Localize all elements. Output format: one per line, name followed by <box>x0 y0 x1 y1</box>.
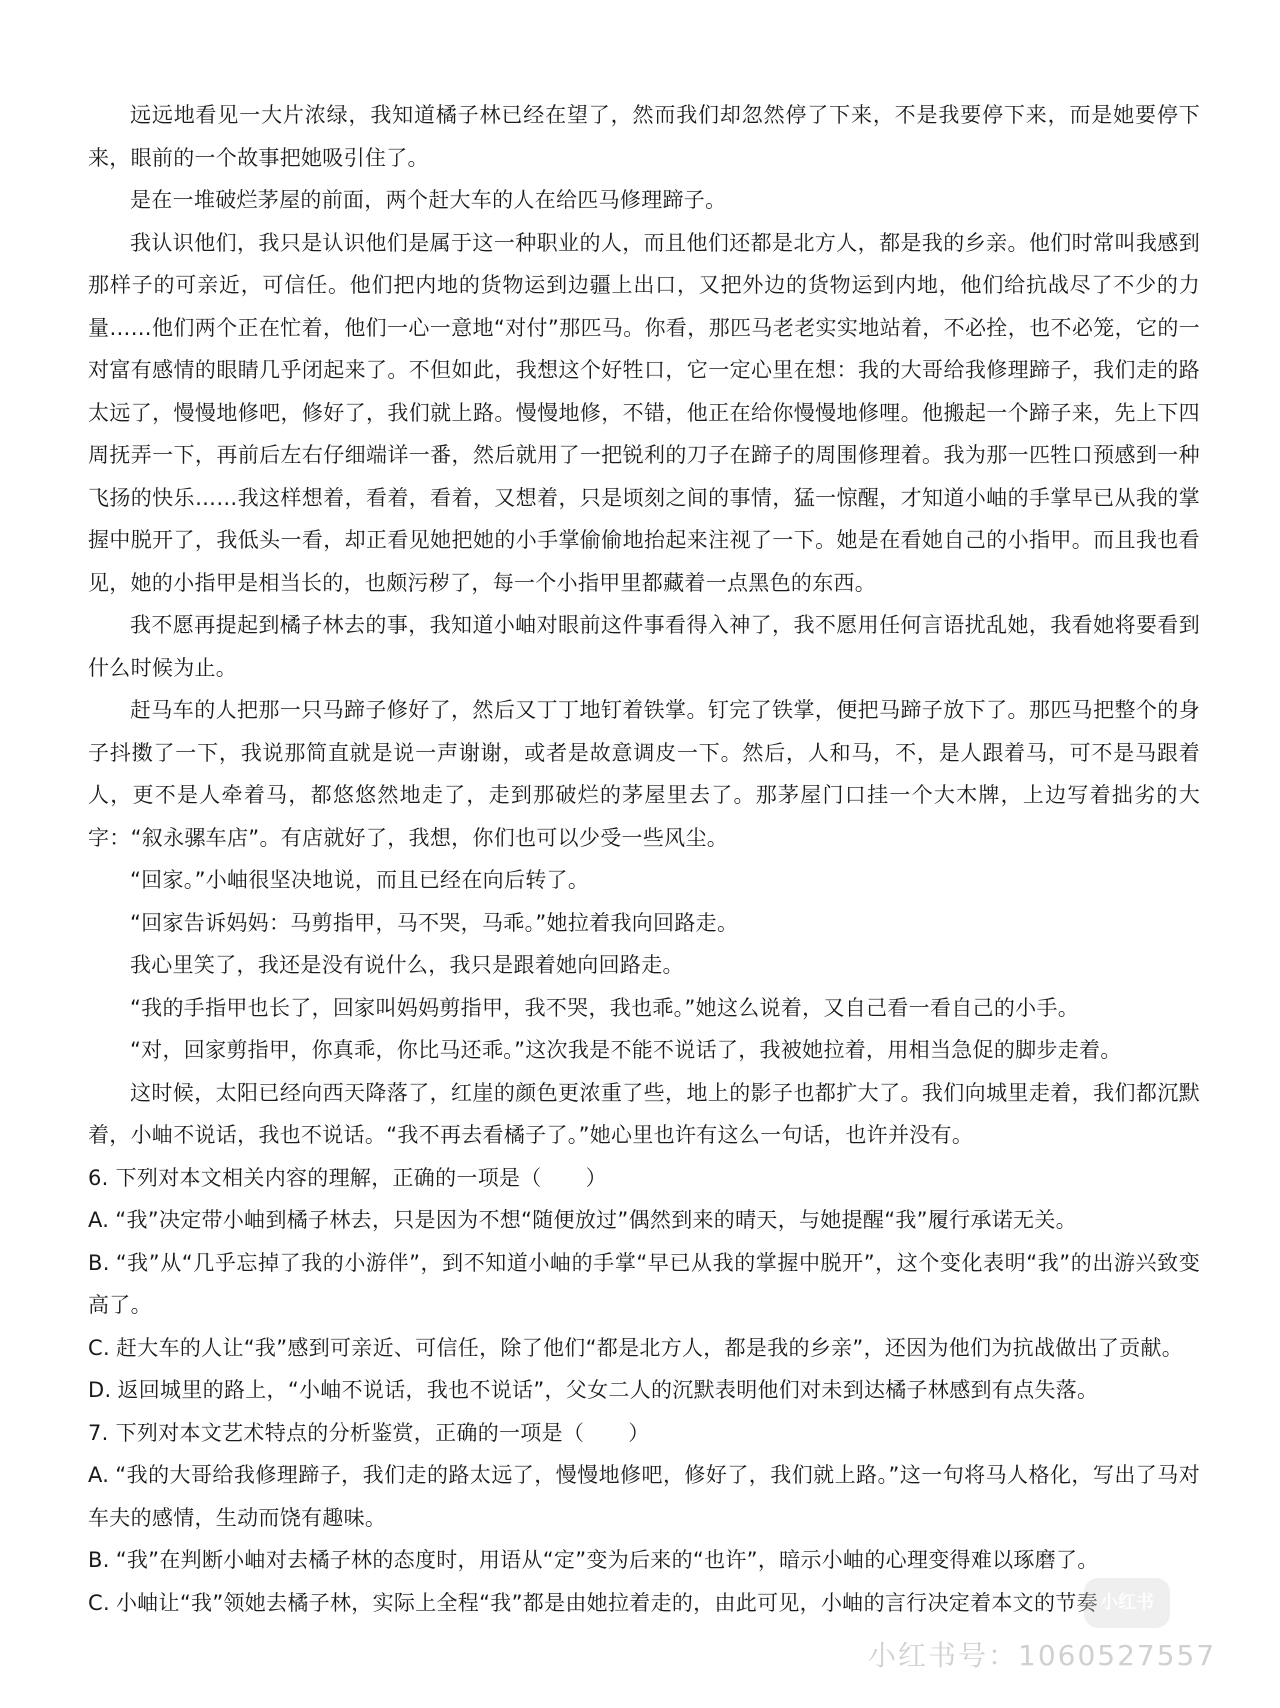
watermark-text: 小红书号：1060527557 <box>868 1639 1217 1672</box>
question-6-option-d[interactable]: D. 返回城里的路上，“小岫不说话，我也不说话”，父女二人的沉默表明他们对未到达橘子林感到有点失落。 <box>88 1378 1099 1402</box>
watermark-logo: 小红书 <box>1084 1578 1170 1628</box>
passage-paragraph: 赶马车的人把那一只马蹄子修好了，然后又丁丁地钉着铁掌。钉完了铁掌，便把马蹄子放下了。那匹马把整个的身子抖擞了一下，我说那简直就是说一声谢谢，或者是故意调皮一下。然后，人和马，不，是人跟着马，可不是马跟着人，更不是人牵着马，都悠悠然地走了，走到那破烂的茅屋里去了。那茅屋门口挂一个大木牌，上边写着拙劣的大字：“叙永骡车店”。有店就好了，我想，你们也可以少受一些风尘。 <box>88 698 1200 850</box>
passage-paragraph: 我不愿再提起到橘子林去的事，我知道小岫对眼前这件事看得入神了，我不愿用任何言语扰乱她，我看她将要看到什么时候为止。 <box>88 613 1200 680</box>
question-6-option-b[interactable]: B. “我”从“几乎忘掉了我的小游伴”，到不知道小岫的手掌“早已从我的掌握中脱开”，这个变化表明“我”的出游兴致变高了。 <box>88 1250 1200 1317</box>
passage-paragraph: “对，回家剪指甲，你真乖，你比马还乖。”这次我是不能不说话了，我被她拉着，用相当急促的脚步走着。 <box>130 1038 1122 1062</box>
question-7-option-c[interactable]: C. 小岫让“我”领她去橘子林，实际上全程“我”都是由她拉着走的，由此可见，小岫的言行决定着本文的节奏 <box>88 1590 1098 1615</box>
question-6-option-c[interactable]: C. 赶大车的人让“我”感到可亲近、可信任，除了他们“都是北方人，都是我的乡亲”，还因为他们为抗战做出了贡献。 <box>88 1335 1184 1360</box>
passage-paragraph: “回家。”小岫很坚决地说，而且已经在向后转了。 <box>130 868 590 892</box>
passage-paragraph: “回家告诉妈妈：马剪指甲，马不哭，马乖。”她拉着我向回路走。 <box>130 910 739 935</box>
passage-paragraph: “我的手指甲也长了，回家叫妈妈剪指甲，我不哭，我也乖。”她这么说着，又自己看一看自己的小手。 <box>130 995 1080 1020</box>
passage-paragraph: 这时候，太阳已经向西天降落了，红崖的颜色更浓重了些，地上的影子也都扩大了。我们向城里走着，我们都沉默着，小岫不说话，我也不说话。“我不再去看橘子了。”她心里也许有这么一句话，也许并没有。 <box>88 1080 1200 1147</box>
question-7-option-b[interactable]: B. “我”在判断小岫对去橘子林的态度时，用语从“定”变为后来的“也许”，暗示小岫的心理变得难以琢磨了。 <box>88 1548 1099 1572</box>
passage-paragraph: 我认识他们，我只是认识他们是属于这一种职业的人，而且他们还都是北方人，都是我的乡亲。他们时常叫我感到那样子的可亲近，可信任。他们把内地的货物运到边疆上出口，又把外边的货物运到内地，他们给抗战尽了不少的力量……他们两个正在忙着，他们一心一意地“对付”那匹马。你看，那匹马老老实实地站着，不必拴，也不必笼，它的一对富有感情的眼睛几乎闭起来了。不但如此，我想这个好牲口，它一定心里在想：我的大哥给我修理蹄子，我们走的路太远了，慢慢地修吧，修好了，我们就上路。慢慢地修，不错，他正在给你慢慢地修哩。他搬起一个蹄子来，先上下四周抚弄一下，再前后左右仔细端详一番，然后就用了一把锐利的刀子在蹄子的周围修理着。我为那一匹牲口预感到一种飞扬的快乐……我这样想着，看着，看着，又想着，只是顷刻之间的事情，猛一惊醒，才知道小岫的手掌早已从我的掌握中脱开了，我低头一看，却正看见她把她的小手掌偷偷地抬起来注视了一下。她是在看她自己的小指甲。而且我也看见，她的小指甲是相当长的，也颇污秽了，每一个小指甲里都藏着一点黑色的东西。 <box>88 230 1200 595</box>
document-page <box>88 94 1200 1624</box>
question-7-stem: 7. 下列对本文艺术特点的分析鉴赏，正确的一项是（ ） <box>88 1420 650 1445</box>
passage-paragraph: 我心里笑了，我还是没有说什么，我只是跟着她向回路走。 <box>130 953 684 977</box>
passage-paragraph: 远远地看见一大片浓绿，我知道橘子林已经在望了，然而我们却忽然停了下来，不是我要停下来，而是她要停下来，眼前的一个故事把她吸引住了。 <box>88 103 1200 170</box>
question-6-stem: 6. 下列对本文相关内容的理解，正确的一项是（ ） <box>88 1165 607 1190</box>
passage-paragraph: 是在一堆破烂茅屋的前面，两个赶大车的人在给匹马修理蹄子。 <box>130 188 727 212</box>
question-6-option-a[interactable]: A. “我”决定带小岫到橘子林去，只是因为不想“随便放过”偶然到来的晴天，与她提醒“我”履行承诺无关。 <box>88 1208 1077 1232</box>
question-7-option-a[interactable]: A. “我的大哥给我修理蹄子，我们走的路太远了，慢慢地修吧，修好了，我们就上路。”这一句将马人格化，写出了马对车夫的感情，生动而饶有趣味。 <box>88 1463 1200 1530</box>
